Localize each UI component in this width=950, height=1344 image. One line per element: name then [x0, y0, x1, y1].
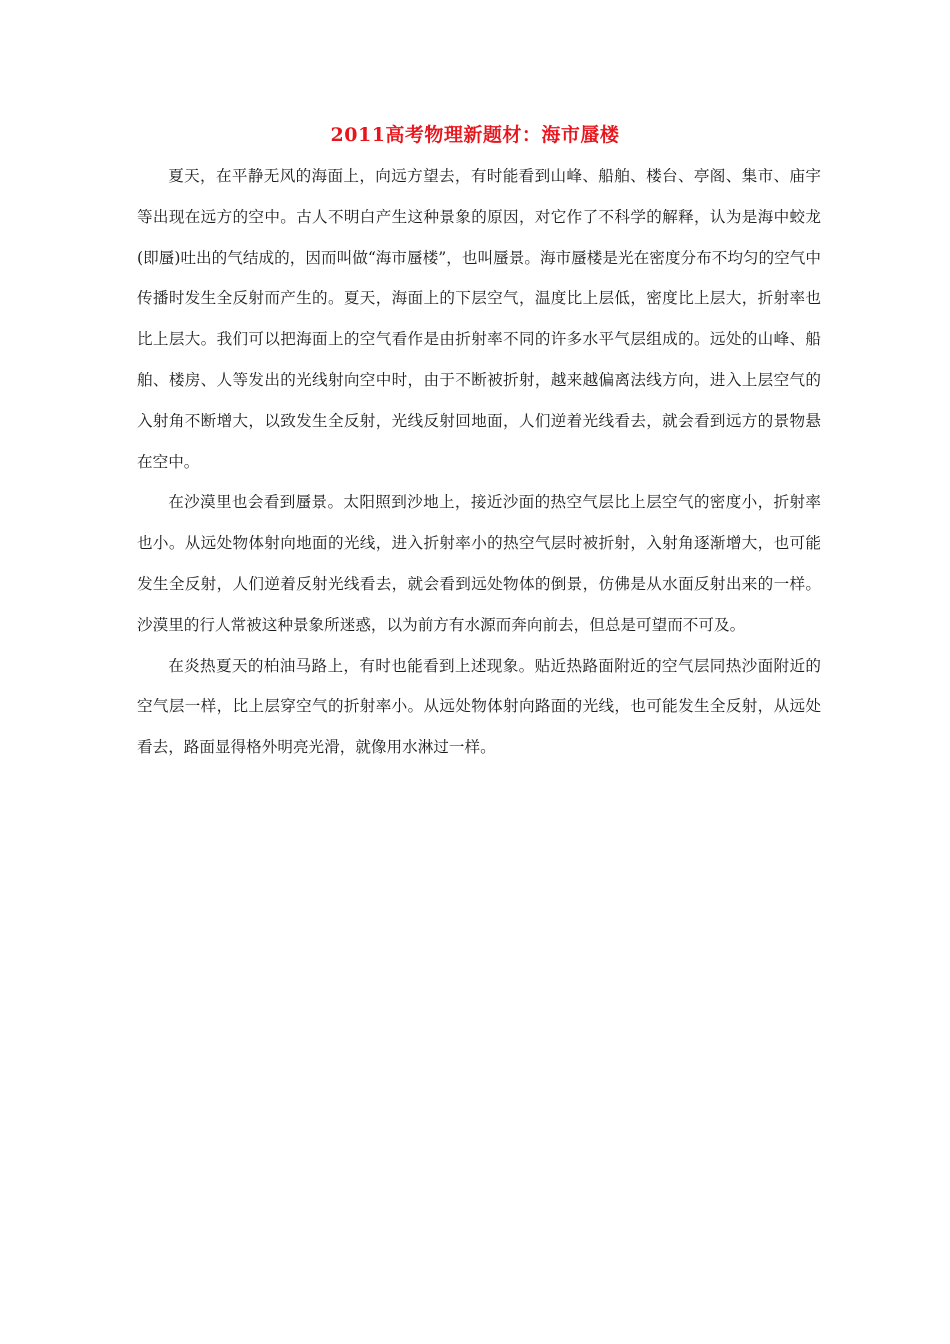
paragraph-mirage-road: 在炎热夏天的柏油马路上，有时也能看到上述现象。贴近热路面附近的空气层同热沙面附近的空气层一样，比上层穿空气的折射率小。从远处物体射向路面的光线，也可能发生全反射，从远处看去，路面显得格外明亮光滑，就像用水淋过一样。	[137, 656, 821, 757]
document-body	[137, 156, 821, 768]
document-title: 2011高考物理新题材：海市蜃楼	[330, 124, 620, 146]
paragraph-mirage-desert: 在沙漠里也会看到蜃景。太阳照到沙地上，接近沙面的热空气层比上层空气的密度小，折射率也小。从远处物体射向地面的光线，进入折射率小的热空气层时被折射，入射角逐渐增大，也可能发生全反射，人们逆着反射光线看去，就会看到远处物体的倒景，仿佛是从水面反射出来的一样。沙漠里的行人常被这种景象所迷惑，以为前方有水源而奔向前去，但总是可望而不可及。	[137, 493, 821, 634]
paragraph-mirage-sea: 夏天，在平静无风的海面上，向远方望去，有时能看到山峰、船舶、楼台、亭阁、集市、庙宇等出现在远方的空中。古人不明白产生这种景象的原因，对它作了不科学的解释，认为是海中蛟龙(即蜃)吐出的气结成的，因而叫做“海市蜃楼”，也叫蜃景。海市蜃楼是光在密度分布不均匀的空气中传播时发生全反射而产生的。夏天，海面上的下层空气，温度比上层低，密度比上层大，折射率也比上层大。我们可以把海面上的空气看作是由折射率不同的许多水平气层组成的。远处的山峰、船舶、楼房、人等发出的光线射向空中时，由于不断被折射，越来越偏离法线方向，进入上层空气的入射角不断增大，以致发生全反射，光线反射回地面，人们逆着光线看去，就会看到远方的景物悬在空中。	[137, 167, 821, 471]
